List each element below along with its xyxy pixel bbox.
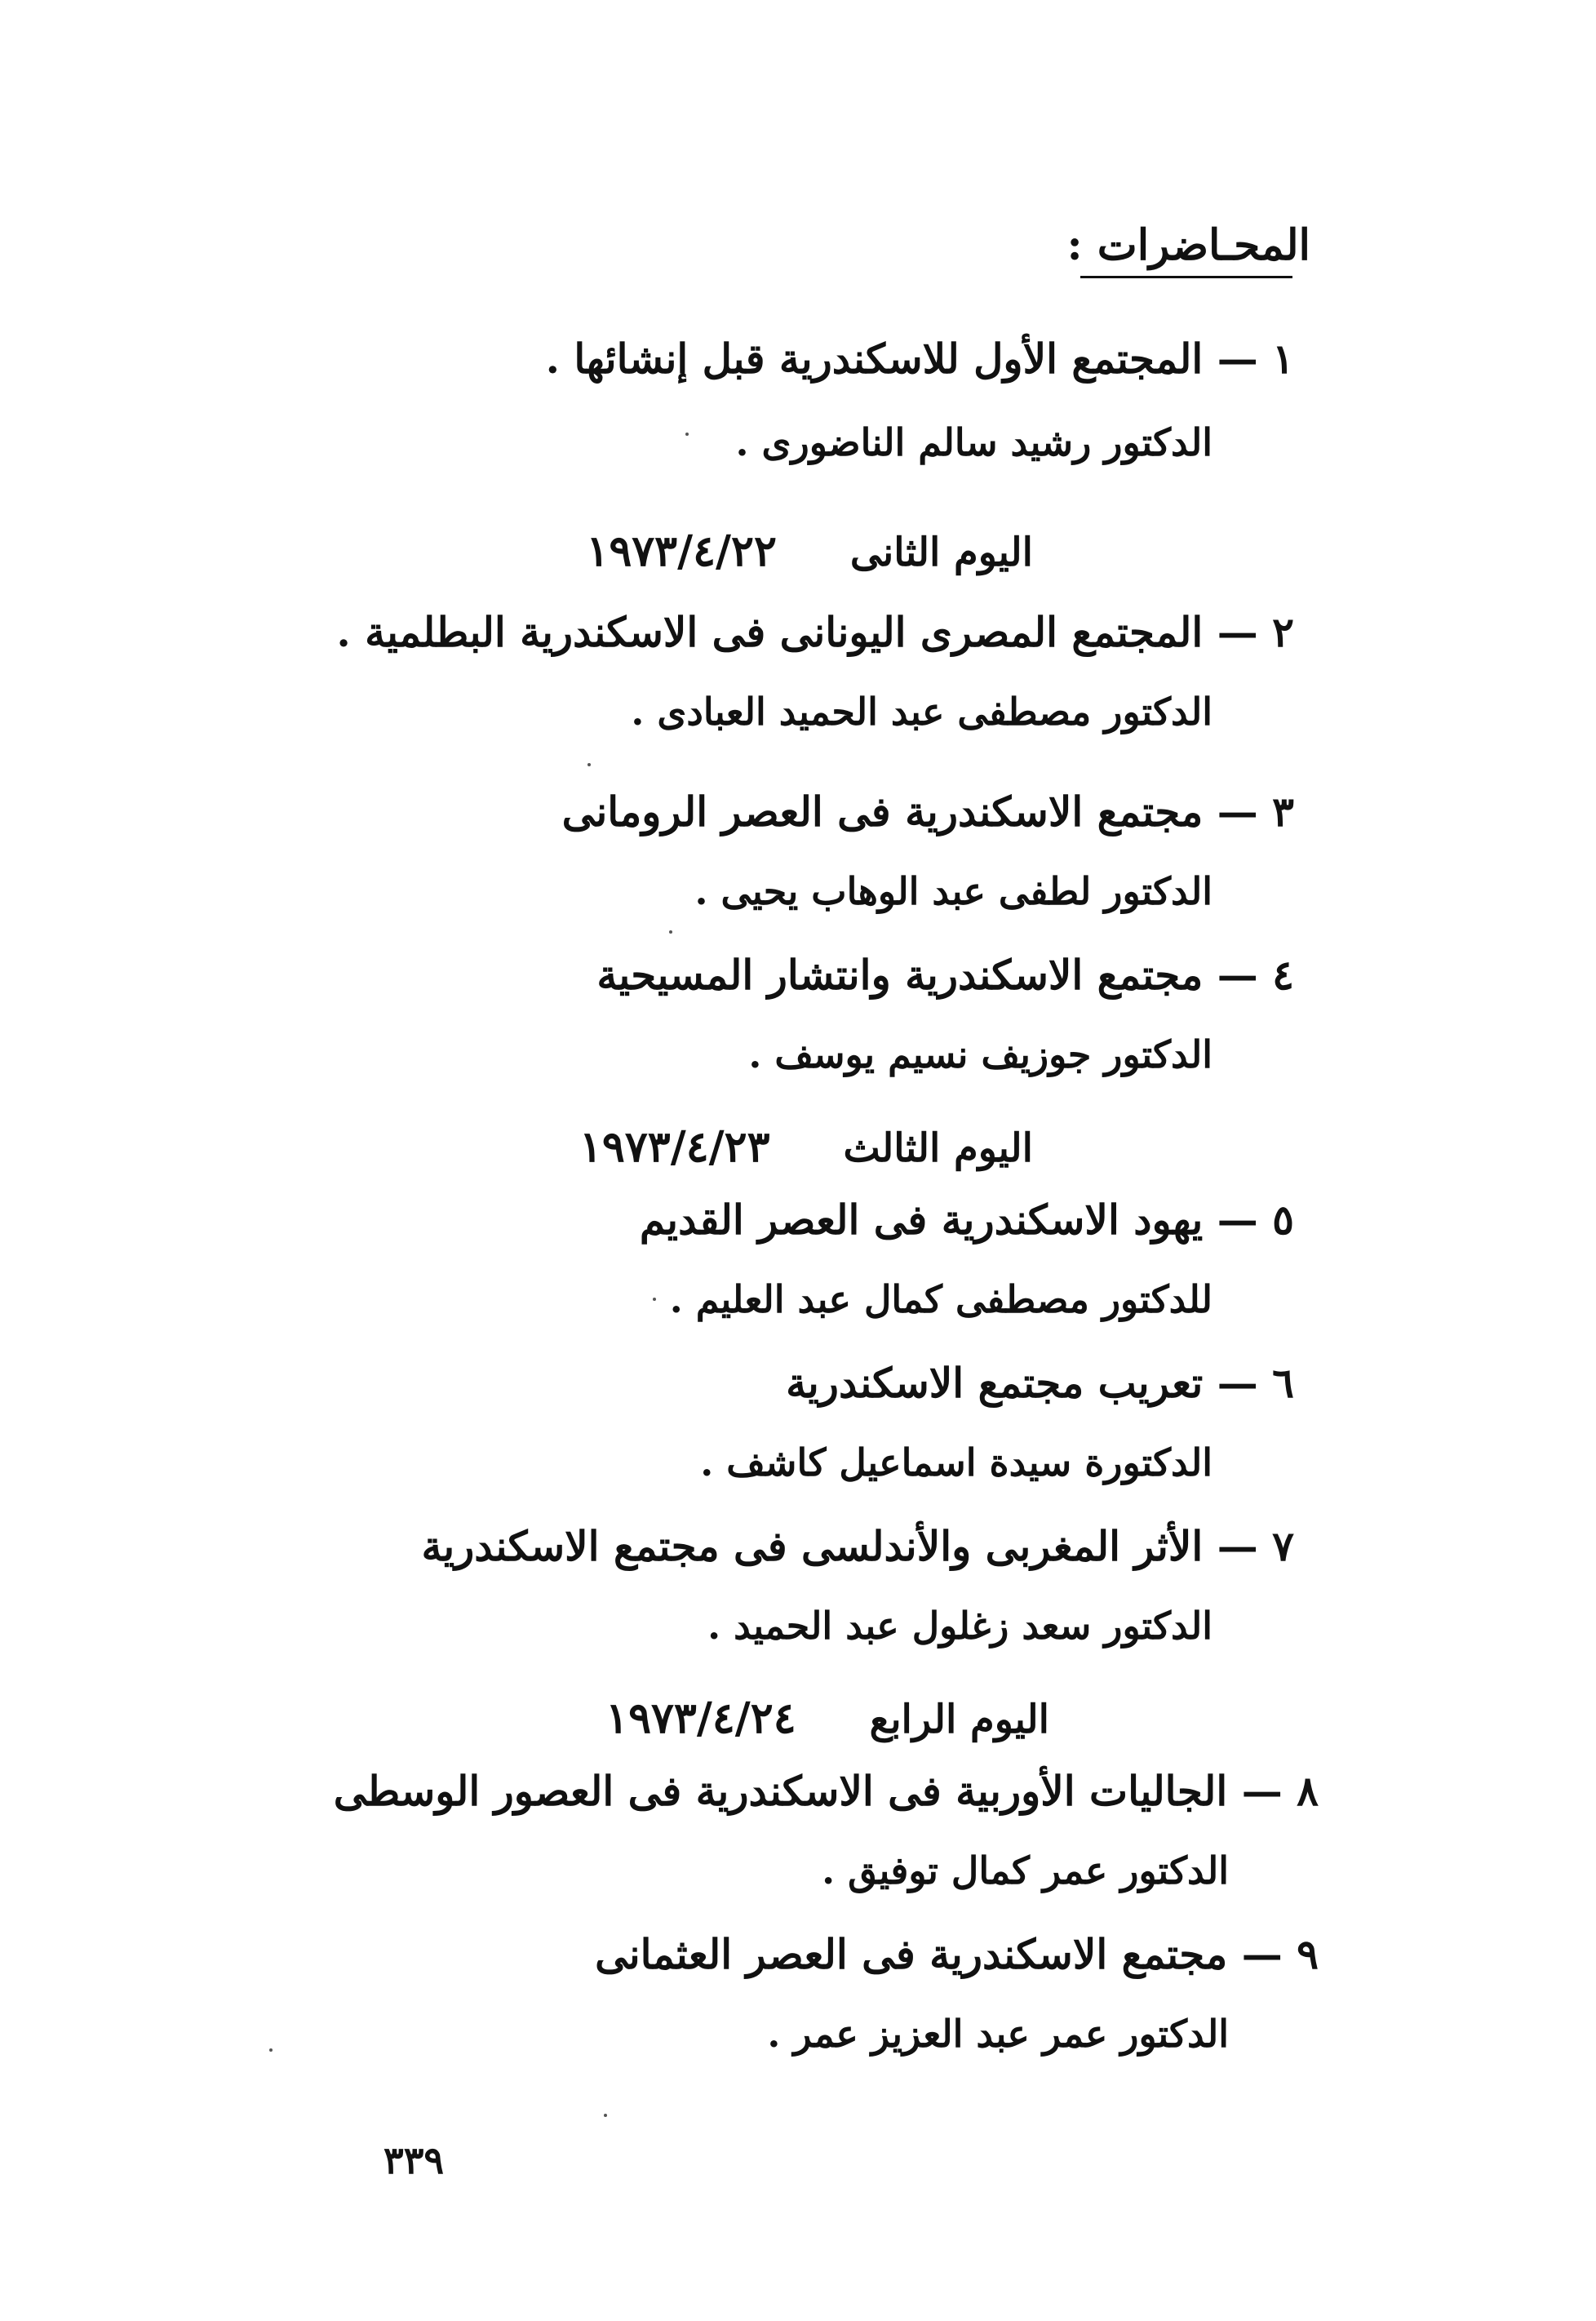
day-3-label: اليوم الثالث xyxy=(843,1125,1033,1171)
lecture-6-title-line: ٦ — تعريب مجتمع الاسكندرية xyxy=(786,1359,1294,1407)
lecture-1-title: المجتمع الأول للاسكندرية قبل إنشائها . xyxy=(545,335,1204,383)
lecture-3-title-line: ٣ — مجتمع الاسكندرية فى العصر الرومانى xyxy=(561,788,1294,836)
day-4-date: ١٩٧٣/٤/٢٤ xyxy=(605,1693,796,1743)
lecture-4-author: الدكتور جوزيف نسيم يوسف . xyxy=(748,1032,1213,1076)
day-2-line xyxy=(586,526,1033,577)
day-2-label: اليوم الثانى xyxy=(849,530,1033,575)
lecture-5-author: للدكتور مصطفى كمال عبد العليم . xyxy=(669,1277,1213,1321)
lecture-1-number: ١ xyxy=(1272,335,1294,383)
page-heading: المحـاضرات : xyxy=(1066,220,1310,270)
lecture-2-author: الدكتور مصطفى عبد الحميد العبادى . xyxy=(631,690,1213,734)
scan-speck xyxy=(604,2114,607,2117)
scan-speck xyxy=(269,2048,273,2052)
day-3-line xyxy=(579,1122,1033,1173)
lecture-6-title: تعريب مجتمع الاسكندرية xyxy=(786,1359,1204,1407)
day-4-label: اليوم الرابع xyxy=(869,1697,1049,1742)
lecture-3-number: ٣ xyxy=(1272,788,1294,836)
lecture-7-title: الأثر المغربى والأندلسى فى مجتمع الاسكندرية xyxy=(421,1522,1204,1570)
lecture-4-number: ٤ xyxy=(1272,951,1294,999)
day-2-date: ١٩٧٣/٤/٢٢ xyxy=(586,526,777,576)
lecture-3-title: مجتمع الاسكندرية فى العصر الرومانى xyxy=(561,788,1204,836)
lecture-9-number: ٩ xyxy=(1297,1930,1319,1978)
lecture-5-title-line: ٥ — يهود الاسكندرية فى العصر القديم xyxy=(639,1196,1294,1244)
lecture-4-title: مجتمع الاسكندرية وانتشار المسيحية xyxy=(596,951,1204,999)
lecture-8-title: الجاليات الأوربية فى الاسكندرية فى العصور الوسطى xyxy=(333,1767,1228,1815)
lecture-7-author: الدكتور سعد زغلول عبد الحميد . xyxy=(707,1604,1213,1648)
lecture-2-title-line: ٢ — المجتمع المصرى اليونانى فى الاسكندرية البطلمية . xyxy=(336,608,1294,656)
lecture-1-author: الدكتور رشيد سالم الناضورى . xyxy=(735,420,1213,464)
heading-underline xyxy=(1080,276,1292,278)
day-4-line xyxy=(605,1693,1049,1744)
lecture-9-title: مجتمع الاسكندرية فى العصر العثمانى xyxy=(595,1930,1228,1978)
lecture-7-title-line: ٧ — الأثر المغربى والأندلسى فى مجتمع الاسكندرية xyxy=(421,1522,1294,1570)
lecture-4-title-line: ٤ — مجتمع الاسكندرية وانتشار المسيحية xyxy=(596,951,1294,999)
lecture-5-title: يهود الاسكندرية فى العصر القديم xyxy=(639,1196,1204,1244)
lecture-9-author: الدكتور عمر عبد العزيز عمر . xyxy=(767,2012,1229,2056)
lecture-6-number: ٦ xyxy=(1272,1359,1294,1407)
lecture-6-author: الدكتورة سيدة اسماعيل كاشف . xyxy=(700,1440,1213,1484)
scan-speck xyxy=(685,433,689,436)
scan-speck xyxy=(653,1298,656,1301)
lecture-5-number: ٥ xyxy=(1272,1196,1294,1244)
day-3-date: ١٩٧٣/٤/٢٣ xyxy=(579,1122,770,1172)
lecture-2-title: المجتمع المصرى اليونانى فى الاسكندرية البطلمية . xyxy=(336,608,1204,656)
lecture-8-number: ٨ xyxy=(1297,1767,1319,1815)
lecture-3-author: الدكتور لطفى عبد الوهاب يحيى . xyxy=(694,869,1213,913)
scan-speck xyxy=(669,930,672,934)
lecture-2-number: ٢ xyxy=(1272,608,1294,656)
scan-speck xyxy=(587,763,591,766)
lecture-1-title-line: ١ — المجتمع الأول للاسكندرية قبل إنشائها . xyxy=(545,335,1294,383)
lecture-9-title-line: ٩ — مجتمع الاسكندرية فى العصر العثمانى xyxy=(595,1930,1319,1978)
lecture-8-author: الدكتور عمر كمال توفيق . xyxy=(822,1848,1229,1893)
lecture-8-title-line: ٨ — الجاليات الأوربية فى الاسكندرية فى العصور الوسطى xyxy=(333,1767,1319,1815)
lecture-7-number: ٧ xyxy=(1272,1522,1294,1570)
page-number: ٣٣٩ xyxy=(383,2138,445,2182)
